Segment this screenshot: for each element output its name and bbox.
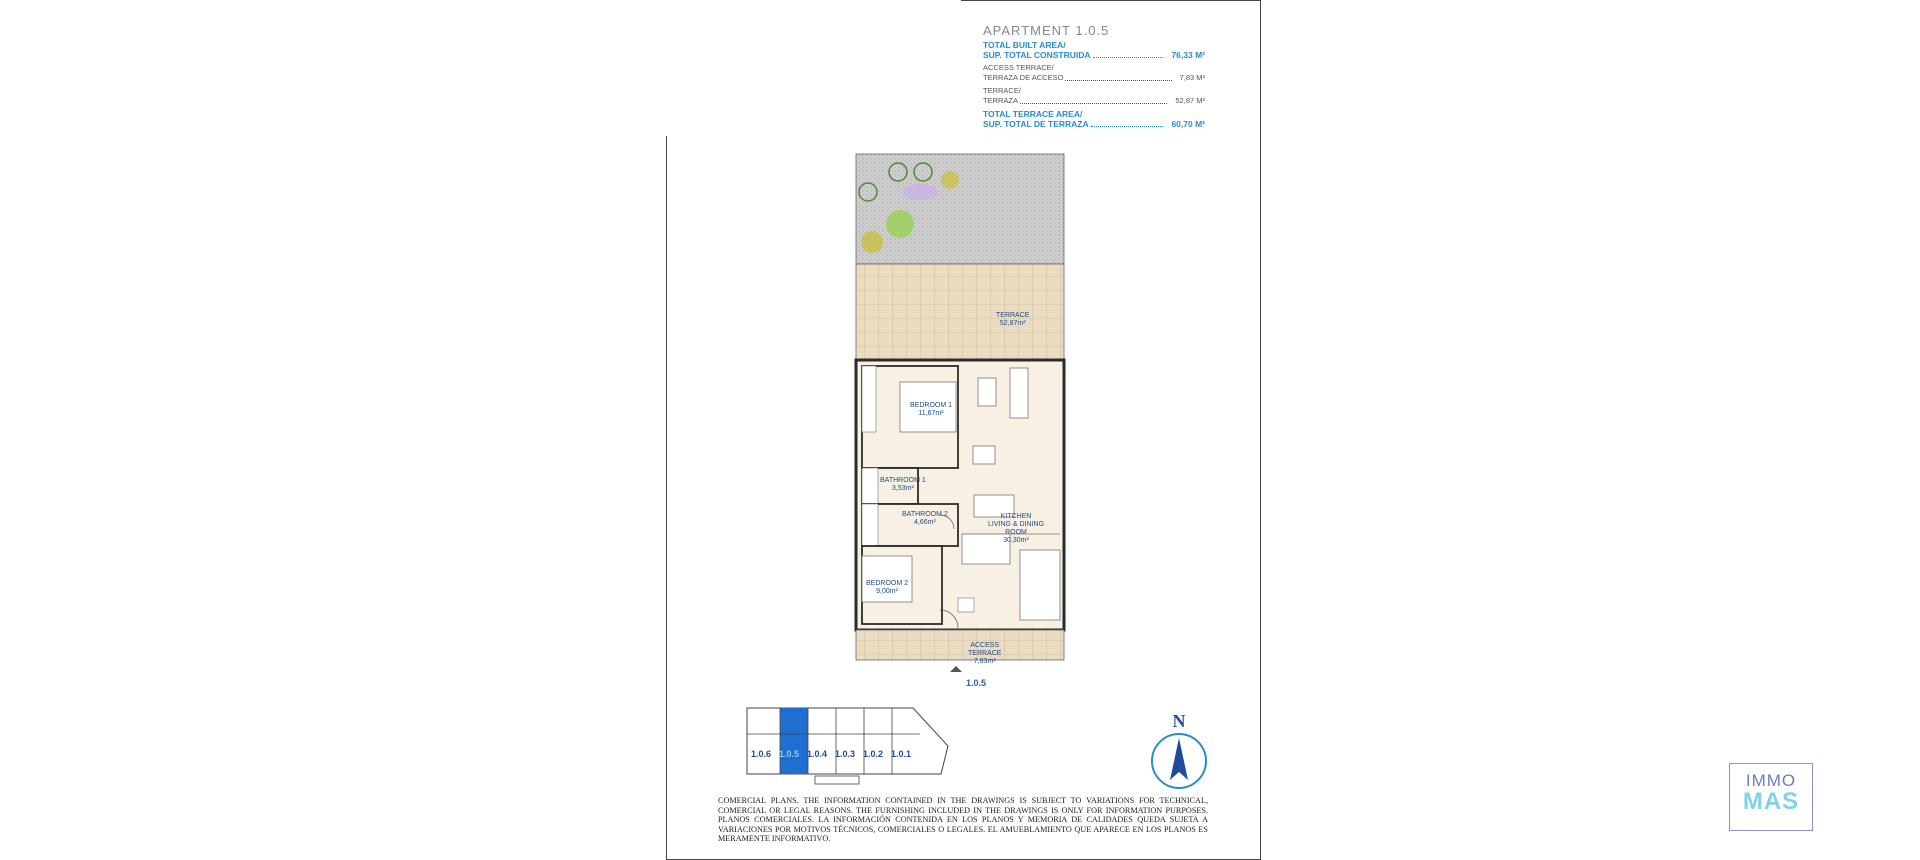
keyplan-highlight bbox=[780, 708, 808, 774]
total-built-label-es: SUP. TOTAL CONSTRUIDA bbox=[983, 50, 1091, 60]
sheet-frame-left bbox=[666, 136, 667, 860]
total-terrace-label-es: SUP. TOTAL DE TERRAZA bbox=[983, 119, 1089, 129]
keyplan-unit: 1.0.2 bbox=[862, 749, 884, 759]
kitchen-counter bbox=[1020, 550, 1060, 620]
keyplan-unit: 1.0.1 bbox=[890, 749, 912, 759]
terrace-value: 52,87 M² bbox=[1175, 96, 1205, 105]
access-terrace-label-en: ACCESS TERRACE/ bbox=[983, 63, 1054, 72]
total-terrace-label-en: TOTAL TERRACE AREA/ bbox=[983, 109, 1083, 119]
key-plan bbox=[745, 706, 950, 788]
sheet-frame-right bbox=[1260, 0, 1261, 860]
disclaimer-text: COMERCIAL PLANS. THE INFORMATION CONTAINED IN THE DRAWINGS IS SUBJECT TO VARIATIONS FOR TECHNICAL, COMERCIAL OR LEGAL REASONS. THE FURNISHING INCLUDED IN THE DRAWINGS IS ONLY FOR INFORMATION PURPOSES. PLANOS COMERCIALES. LA INFORMACIÓN CONTENIDA EN LOS PLANOS Y MEMORIA DE CALIDADES QUEDA SUJETA A VARIACIONES POR MOTIVOS TÉCNICOS, COMERCIALES O LEGALES. EL AMUEBLAMIENTO QUE APARECE EN LOS PLANOS ES MERAMENTE INFORMATIVO. bbox=[718, 796, 1208, 844]
access-terrace-row bbox=[983, 73, 1205, 83]
garden-area bbox=[856, 154, 1064, 264]
bathroom1-label: BATHROOM 1 3,53m² bbox=[880, 477, 926, 492]
sofa bbox=[1010, 368, 1028, 418]
north-letter: N bbox=[1172, 711, 1186, 731]
access-terrace-value: 7,83 M² bbox=[1179, 73, 1205, 82]
terrace-label-en: TERRACE/ bbox=[983, 86, 1021, 95]
access-terrace-label-es: TERRAZA DE ACCESO bbox=[983, 73, 1064, 82]
terrace-label: TERRACE 52,87m² bbox=[996, 312, 1030, 327]
bathroom2-label: BATHROOM 2 4,66m² bbox=[902, 511, 948, 526]
sheet-frame-top bbox=[961, 0, 1261, 1]
apartment-title: APARTMENT 1.0.5 bbox=[983, 23, 1110, 38]
access-terrace-label: ACCESS TERRACE 7,83m² bbox=[968, 642, 1002, 665]
leader-dots bbox=[1091, 126, 1164, 127]
keyplan-labels bbox=[747, 749, 917, 759]
coffee-table bbox=[978, 378, 996, 406]
leader-dots bbox=[1065, 80, 1171, 81]
logo-line2: MAS bbox=[1742, 788, 1800, 815]
entry-arrow bbox=[950, 666, 962, 672]
armchair bbox=[973, 446, 995, 464]
total-terrace-row bbox=[983, 119, 1205, 129]
compass-icon bbox=[1148, 730, 1210, 792]
unit-label: 1.0.5 bbox=[966, 678, 987, 688]
terrace-label-es: TERRAZA bbox=[983, 96, 1019, 105]
keyplan-unit: 1.0.3 bbox=[834, 749, 856, 759]
leader-dots bbox=[1093, 57, 1164, 58]
immomas-logo bbox=[1729, 763, 1813, 831]
total-built-value: 76,33 M² bbox=[1171, 50, 1205, 60]
bedroom2-label: BEDROOM 2 9,00m² bbox=[866, 580, 909, 595]
terrace-row bbox=[983, 96, 1205, 106]
terrace-area bbox=[856, 264, 1064, 360]
leader-dots bbox=[1020, 103, 1167, 104]
kitchen-living-label: KITCHEN LIVING & DINING ROOM 30,30m² bbox=[988, 513, 1045, 544]
north-compass bbox=[1148, 712, 1210, 792]
total-built-row bbox=[983, 50, 1205, 60]
total-terrace-value: 60,70 M² bbox=[1171, 119, 1205, 129]
wardrobe1 bbox=[862, 366, 876, 432]
bedroom1-label: BEDROOM 1 11,67m² bbox=[910, 402, 953, 417]
total-built-label-en: TOTAL BUILT AREA/ bbox=[983, 40, 1066, 50]
area-schedule bbox=[983, 23, 1205, 129]
keyplan-unit-selected: 1.0.5 bbox=[778, 749, 800, 759]
keyplan-unit: 1.0.6 bbox=[750, 749, 772, 759]
logo-line1: IMMO bbox=[1745, 771, 1797, 790]
access-terrace-area bbox=[856, 630, 1064, 660]
floor-plan bbox=[850, 150, 1070, 688]
keyplan-unit: 1.0.4 bbox=[806, 749, 828, 759]
